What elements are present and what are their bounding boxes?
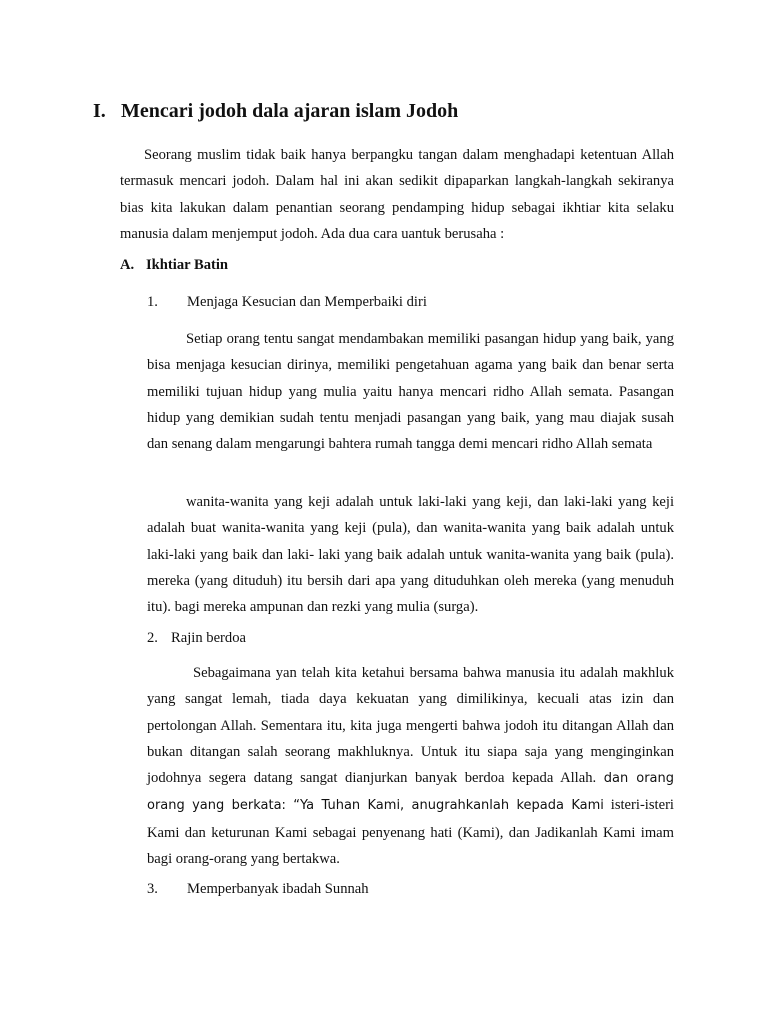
item-1-paragraph-2: wanita-wanita yang keji adalah untuk laki-laki yang keji, dan laki-laki yang keji adalah buat wanita-wanita yang keji (pula), dan wanita-wanita yang baik adalah untuk laki-laki yang baik dan laki- laki yang baik adalah untuk wanita-wanita yang baik (pula). mereka (yang dituduh) itu bersih dari apa yang dituduhkan oleh mereka (yang menuduh itu). bagi mereka ampunan dan rezki yang mulia (surga).: [147, 494, 674, 616]
list-item-number: 1.: [147, 294, 158, 310]
intro-paragraph: Seorang muslim tidak baik hanya berpangku tangan dalam menghadapi ketentuan Allah termasuk mencari jodoh. Dalam hal ini akan sedikit dipaparkan langkah-langkah sekiranya bias kita lakukan dalam penantian seorang pendamping hidup sebagai ikhtiar kita selaku manusia dalam menjemput jodoh. Ada dua cara uantuk berusaha :: [120, 147, 674, 242]
list-item-2-heading: [147, 630, 246, 647]
subsection-title: Ikhtiar Batin: [146, 257, 229, 273]
subsection-number: A.: [120, 257, 135, 273]
list-item-title: Rajin berdoa: [171, 630, 246, 646]
list-item-number: 3.: [147, 881, 158, 897]
list-item-number: 2.: [147, 630, 158, 646]
section-heading: [93, 100, 458, 123]
subsection-heading: [120, 257, 228, 274]
list-item-title: Menjaga Kesucian dan Memperbaiki diri: [187, 294, 427, 310]
section-title: Mencari jodoh dala ajaran islam Jodoh: [121, 100, 459, 122]
item-2-quote-continued: isteri-isteri Kami dan keturunan Kami sebagai penyenang hati (Kami), dan Jadikanlah Kami imam bagi orang-orang yang bertakwa.: [147, 797, 674, 868]
item-2-paragraph: [147, 660, 674, 872]
item-1-paragraph-1: Setiap orang tentu sangat mendambakan memiliki pasangan hidup yang baik, yang bisa menjaga kesucian dirinya, memiliki pengetahuan agama yang baik dan benar serta memiliki tujuan hidup yang mulia yaitu hanya mencari ridho Allah semata. Pasangan hidup yang demikian sudah tentu menjadi pasangan yang baik, yang mau diajak susah dan senang dalam mengarungi bahtera rumah tangga demi mencari ridho Allah semata: [147, 331, 674, 453]
list-item-3-heading: [147, 881, 369, 898]
section-number: I.: [93, 100, 106, 122]
list-item-1-heading: [147, 294, 427, 311]
item-2-paragraph-text: Sebagaimana yan telah kita ketahui bersama bahwa manusia itu adalah makhluk yang sangat lemah, tiada daya kekuatan yang dimilikinya, kecuali atas izin dan pertolongan Allah. Sementara itu, kita juga mengerti bahwa jodoh itu ditangan Allah dan bukan ditangan salah seorang makhluknya. Untuk itu siapa saja yang menginginkan jodohnya segera datang sangat dianjurkan banyak berdoa kepada Allah.: [147, 665, 674, 787]
item-2-quote-intro: dan orang orang yang berkata: “Ya Tuhan Kami, anugrahkanlah kepada Kami: [147, 771, 674, 814]
list-item-title: Memperbanyak ibadah Sunnah: [187, 881, 369, 897]
